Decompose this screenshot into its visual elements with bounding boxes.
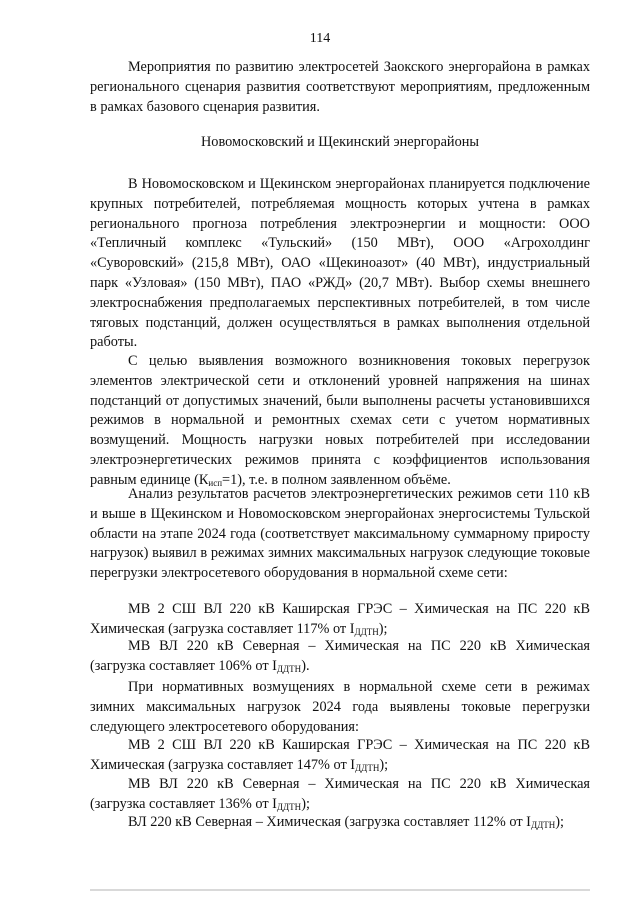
section-heading: Новомосковский и Щекинский энергорайоны <box>200 134 479 150</box>
overload-item-5: ВЛ 220 кВ Северная – Химическая (загрузка составляет 112% от $I_{ДДТН}$); <box>128 814 564 830</box>
paragraph-zaoksky: Мероприятия по развитию электросетей Заокского энергорайона в рамках регионального сценария развития соответствуют мероприятиям, предложенным в рамках базового сценария развития. <box>90 59 590 115</box>
paragraph-analysis: Анализ результатов расчетов электроэнергетических режимов сети 110 кВ и выше в Щекинском и Новомосковском энергорайонах энергосистемы Тульской области на этапе 2024 года (соответствует максимальному суммарному приросту нагрузок) выявил в режимах зимних максимальных нагрузок следующие токовые перегрузки электросетевого оборудования в нормальной схеме сети: <box>90 486 590 582</box>
overload-item-4: МВ ВЛ 220 кВ Северная – Химическая на ПС 220 кВ Химическая (загрузка составляет 136% от $I_{ДДТН}$); <box>90 776 590 812</box>
paragraph-consumers: В Новомосковском и Щекинском энергорайонах планируется подключение крупных потребителей, потребляемая мощность которых учтена в рамках регионального прогноза потребления электроэнергии и мощности: ООО «Тепличный комплекс «Тульский» (150 МВт), ООО «Агрохолдинг «Суворовский» (215,8 МВт), ОАО «Щекиноазот» (40 МВт), индустриальный парк «Узловая» (150 МВт), ПАО «РЖД» (20,7 МВт). Выбор схемы внешнего электроснабжения предполагаемых перспективных потребителей, в том числе тяговых подстанций, должен осуществляться в рамках выполнения отдельной работы. <box>90 176 590 351</box>
paragraph-method: С целью выявления возможного возникновения токовых перегрузок элементов электрической сети и отклонений уровней напряжения на шинах подстанций от допустимых значений, были выполнены расчеты установившихся режимов в нормальной и ремонтных схемах сети с учетом нормативных возмущений. Мощность нагрузки новых потребителей при исследовании электроэнергетических режимов принята с коэффициентов использования равным единице $(К_{исп}=1)$, т.е. в полном заявленном объёме. <box>90 353 590 488</box>
overload-item-1: МВ 2 СШ ВЛ 220 кВ Каширская ГРЭС – Химическая на ПС 220 кВ Химическая (загрузка составляет 117% от $I_{ДДТН}$); <box>90 601 590 637</box>
paragraph-disturbances: При нормативных возмущениях в нормальной схеме сети в режимах зимних максимальных нагрузок 2024 года выявлены токовые перегрузки следующего электросетевого оборудования: <box>90 679 590 735</box>
page-number: 114 <box>309 31 331 46</box>
overload-item-2: МВ ВЛ 220 кВ Северная – Химическая на ПС 220 кВ Химическая (загрузка составляет 106% от $I_{ДДТН}$). <box>90 638 590 674</box>
scan-bottom-artifact <box>90 889 590 891</box>
overload-item-3: МВ 2 СШ ВЛ 220 кВ Каширская ГРЭС – Химическая на ПС 220 кВ Химическая (загрузка составляет 147% от $I_{ДДТН}$); <box>90 737 590 773</box>
